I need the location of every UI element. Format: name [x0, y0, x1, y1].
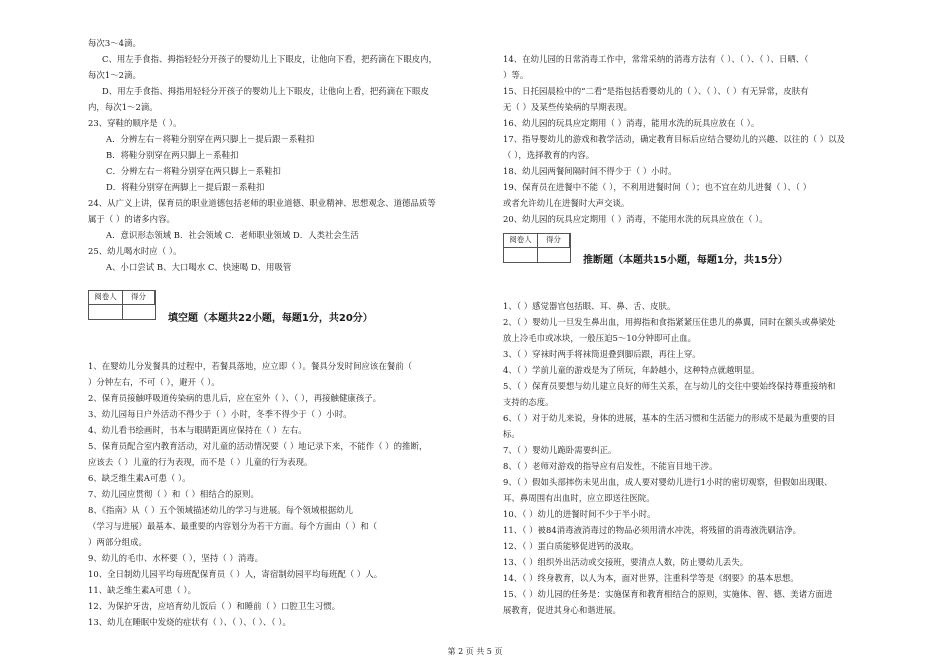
fill-question: 10、全日制幼儿园平均每班配保育员（ ）人，寄宿制幼园平均每班配（ ）人。 [88, 569, 383, 579]
fill-question: 16、幼儿园的玩具应定期用（ ）消毒，能用水洗的玩具应放在（ ）。 [503, 118, 760, 128]
judge-question: 3、（ ）穿袜时两手将袜筒退叠到脚后跟，再往上穿。 [503, 349, 701, 359]
score-label: 得分 [538, 234, 570, 248]
fill-question: 14、在幼儿园的日常消毒工作中，常常采纳的消毒方法有（ ）、（ ）、（ ）、日晒、（ [503, 54, 809, 64]
fill-question: 2、保育员接触呼吸道传染病的患儿后，应在室外（ ）、（ ），再接触健康孩子。 [88, 393, 382, 403]
fill-question: ）分钟左右，不可（ ），避开（ ）。 [88, 377, 220, 387]
fill-question: 13、幼儿在睡眠中发烧的症状有（ ）、（ ）、（ ）、（ ）。 [88, 617, 291, 627]
fill-question: 6、缺乏维生素A可患（ ）。 [88, 473, 191, 483]
option-text: A．意识形态领域 B．社会领域 C．老师职业领域 D．人类社会生活 [106, 230, 359, 240]
fill-question: 11、缺乏维生素A可患（ ）。 [88, 585, 197, 595]
score-box [88, 290, 156, 320]
judge-question: 耳、鼻周围有出血时，应立即送往医院。 [503, 493, 655, 503]
option-text: A．分辨左右－将鞋分别穿在两只脚上－提后跟－系鞋扣 [106, 134, 315, 144]
question-text: 属于（ ）的诸多内容。 [88, 214, 175, 224]
fill-question: 应该去（ ）儿童的行为表现，而不是（ ）儿童的行为表现。 [88, 457, 313, 467]
question-text: 每次3～4滴。 [88, 38, 141, 48]
fill-question: 1、在婴幼儿分发餐具的过程中，若餐具落地，应立即（ ）。餐具分发时间应该在餐前（ [88, 361, 413, 371]
fill-question: （学习与进展）最基本、最重要的内容划分为若干方面。每个方面由（ ）和（ [88, 521, 378, 531]
judge-question: 5、（ ）保育员要想与幼儿建立良好的师生关系，在与幼儿的交往中要始终保持尊重接纳和 [503, 381, 836, 391]
judge-question: 1、（ ）感觉器官包括眼、耳、鼻、舌、皮肤。 [503, 301, 676, 311]
question-text: 23、穿鞋的顺序是（ ）。 [88, 118, 182, 128]
judge-question: 6、（ ）对于幼儿来说，身体的进展，基本的生活习惯和生活能力的形成不是最为重要的目 [503, 413, 836, 423]
page-number: 第 2 页 共 5 页 [447, 647, 503, 656]
judge-question: 8、（ ）老师对游戏的指导应有启发性，不能盲目地干涉。 [503, 461, 718, 471]
judge-question: 10、（ ）幼儿的进餐时间不少于半小时。 [503, 509, 656, 519]
judge-question: 11、（ ）被84消毒液消毒过的物品必须用清水冲洗，将残留的消毒液洗刷洁净。 [503, 525, 802, 535]
fill-question: 15、日托园晨检中的“二看”是指包括看婴幼儿的（ ）、（ ）、（ ）有无异常，皮肤有 [503, 86, 809, 96]
question-text: 内，每次1～2滴。 [88, 102, 158, 112]
fill-question: 19、保育员在进餐中不能（ ），不利用进餐时间（ ）；也不宜在幼儿进餐（ ）、（ ） [503, 182, 812, 192]
question-text: 每次1～2滴。 [88, 70, 141, 80]
fill-question: 或者允许幼儿在进餐时大声交谈。 [503, 198, 630, 208]
question-text: D、用左手食指、拇指用轻轻分开孩子的婴幼儿上下眼皮，让他向上看，把药滴在下眼皮 [102, 86, 429, 96]
option-text: C．分辨左右－将鞋分别穿在两只脚上－系鞋扣 [106, 166, 281, 176]
fill-question: 17、指导婴幼儿的游戏和教学活动，确定教育目标后应结合婴幼儿的兴趣、以往的（ ）以及 [503, 134, 846, 144]
option-text: A、小口尝试 B、大口喝水 C、快速喝 D、用吸管 [106, 262, 292, 272]
fill-question: 7、幼儿园应贯彻（ ）和（ ）相结合的原则。 [88, 489, 259, 499]
fill-question: 4、幼儿看书绘画时，书本与眼睛距离应保持在（ ）左右。 [88, 425, 307, 435]
judge-question: 15、（ ）幼儿园的任务是：实施保育和教育相结合的原则，实施体、智、德、美诸方面进 [503, 589, 833, 599]
score-box [503, 233, 571, 263]
reviewer-blank [89, 305, 122, 319]
judge-question: 9、（ ）假如头部摔伤未见出血，成人要对婴幼儿进行1小时的密切观察，但假如出现眼、 [503, 477, 833, 487]
fill-question: 3、幼儿园每日户外活动不得少于（ ）小时，冬季不得少于（ ）小时。 [88, 409, 352, 419]
judge-question: 12、（ ）蛋白质能够促进钙的汲取。 [503, 541, 639, 551]
reviewer-label: 阅卷人 [504, 234, 537, 248]
fill-section-title: 填空题（本题共22小题，每题1分，共20分） [168, 313, 373, 324]
reviewer-blank [504, 248, 537, 262]
judge-question: 14、（ ）终身教育，以人为本，面对世界，注重科学等是《纲要》的基本思想。 [503, 573, 799, 583]
judge-question: 放上冷毛巾或冰块，一般压迫5～10分钟即可止血。 [503, 333, 697, 343]
judge-section-title: 推断题（本题共15小题，每题1分，共15分） [583, 255, 788, 266]
score-blank [538, 248, 570, 262]
judge-question: 13、（ ）组织外出活动或交接班，要清点人数，防止婴幼儿丢失。 [503, 557, 749, 567]
option-text: B．将鞋分别穿在两只脚上－系鞋扣 [106, 150, 239, 160]
fill-question: ）两部分组成。 [88, 537, 147, 547]
fill-question: ）等。 [503, 70, 529, 80]
score-label: 得分 [123, 291, 155, 305]
reviewer-label: 阅卷人 [89, 291, 122, 305]
judge-question: 7、（ ）婴幼儿跪卧需要纠正。 [503, 445, 617, 455]
judge-question: 展教育，促进其身心和谐进展。 [503, 605, 621, 615]
question-text: 25、幼儿喝水时应（ ）。 [88, 246, 182, 256]
fill-question: 5、保育员配合室内教育活动，对儿童的活动情况要（ ）地记录下来，不能作（ ）的推断， [88, 441, 428, 451]
fill-question: 9、幼儿的毛巾、水杯要（ ），坚持（ ）消毒。 [88, 553, 264, 563]
fill-question: 8、《指南》从（ ）五个领域描述幼儿的学习与进展。每个领域根据幼儿 [88, 505, 354, 515]
judge-question: 2、（ ）婴幼儿一旦发生鼻出血，用拇指和食指紧紧压住患儿的鼻翼，同时在额头或鼻梁处 [503, 317, 836, 327]
fill-question: 20、幼儿园的玩具应定期用（ ）消毒，不能用水洗的玩具应放在（ ）。 [503, 214, 768, 224]
judge-question: 支持的态度。 [503, 397, 554, 407]
judge-question: 标。 [503, 429, 520, 439]
fill-question: 无（ ）及某些传染病的早期表现。 [503, 102, 633, 112]
option-text: D．将鞋分别穿在两脚上－提后跟－系鞋扣 [106, 182, 265, 192]
judge-question: 4、（ ）学前儿童的游戏是为了所玩，年龄越小，这种特点就越明显。 [503, 365, 760, 375]
fill-question: 18、幼儿园两餐间隔时间不得少于（ ）小时。 [503, 166, 677, 176]
fill-question: （ ），选择教育的内容。 [503, 150, 595, 160]
score-blank [123, 305, 155, 319]
question-text: C、用左手食指、拇指轻轻分开孩子的婴幼儿上下眼皮，让他向下看，把药滴在下眼皮内， [102, 54, 438, 64]
fill-question: 12、为保护牙齿，应培育幼儿饭后（ ）和睡前（ ）口腔卫生习惯。 [88, 601, 341, 611]
question-text: 24、从广义上讲，保育员的职业道德包括老师的职业道德、职业精神、思想观念、道德品质等 [88, 198, 436, 208]
